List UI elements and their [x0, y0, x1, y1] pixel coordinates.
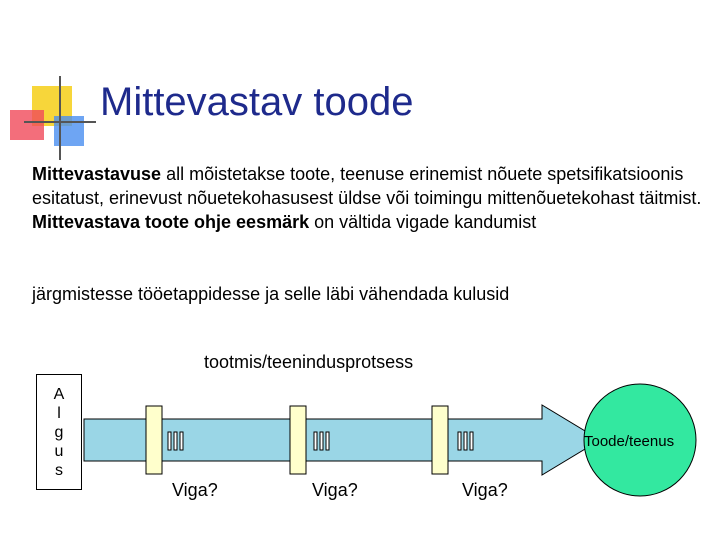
end-product-label: Toode/teenus	[584, 433, 675, 450]
process-label: tootmis/teenindusprotsess	[204, 352, 414, 372]
defect-label-1: Viga?	[172, 480, 218, 500]
continuation-paragraph: järgmistesse tööetappidesse ja selle läbi vähendada kulusid	[32, 284, 510, 304]
process-step-box-1	[146, 406, 162, 474]
start-letter: A	[53, 385, 65, 403]
process-step-box-3	[432, 406, 448, 474]
start-letter: l	[57, 404, 61, 422]
definition-text: all mõistetakse toote, teenuse erinemist nõuete spetsifikatsioonis esitatust, erinevust nõuetekohasusest üldse või toimingu mittenõuetekohast täitmist.	[32, 164, 702, 208]
term-control-goal: Mittevastava toote ohje eesmärk	[32, 212, 310, 232]
start-letter: g	[54, 423, 64, 441]
defect-label-3: Viga?	[462, 480, 508, 500]
defect-label-2: Viga?	[312, 480, 358, 500]
defect-marker-2	[314, 432, 329, 450]
page-title: Mittevastav toode	[100, 80, 414, 124]
defect-marker-3	[458, 432, 473, 450]
process-step-box-2	[290, 406, 306, 474]
start-letter: s	[55, 461, 63, 479]
goal-text: on vältida vigade kandumist	[309, 212, 537, 232]
start-letter: u	[54, 442, 64, 460]
defect-marker-1	[168, 432, 183, 450]
term-nonconformity: Mittevastavuse	[32, 164, 162, 184]
